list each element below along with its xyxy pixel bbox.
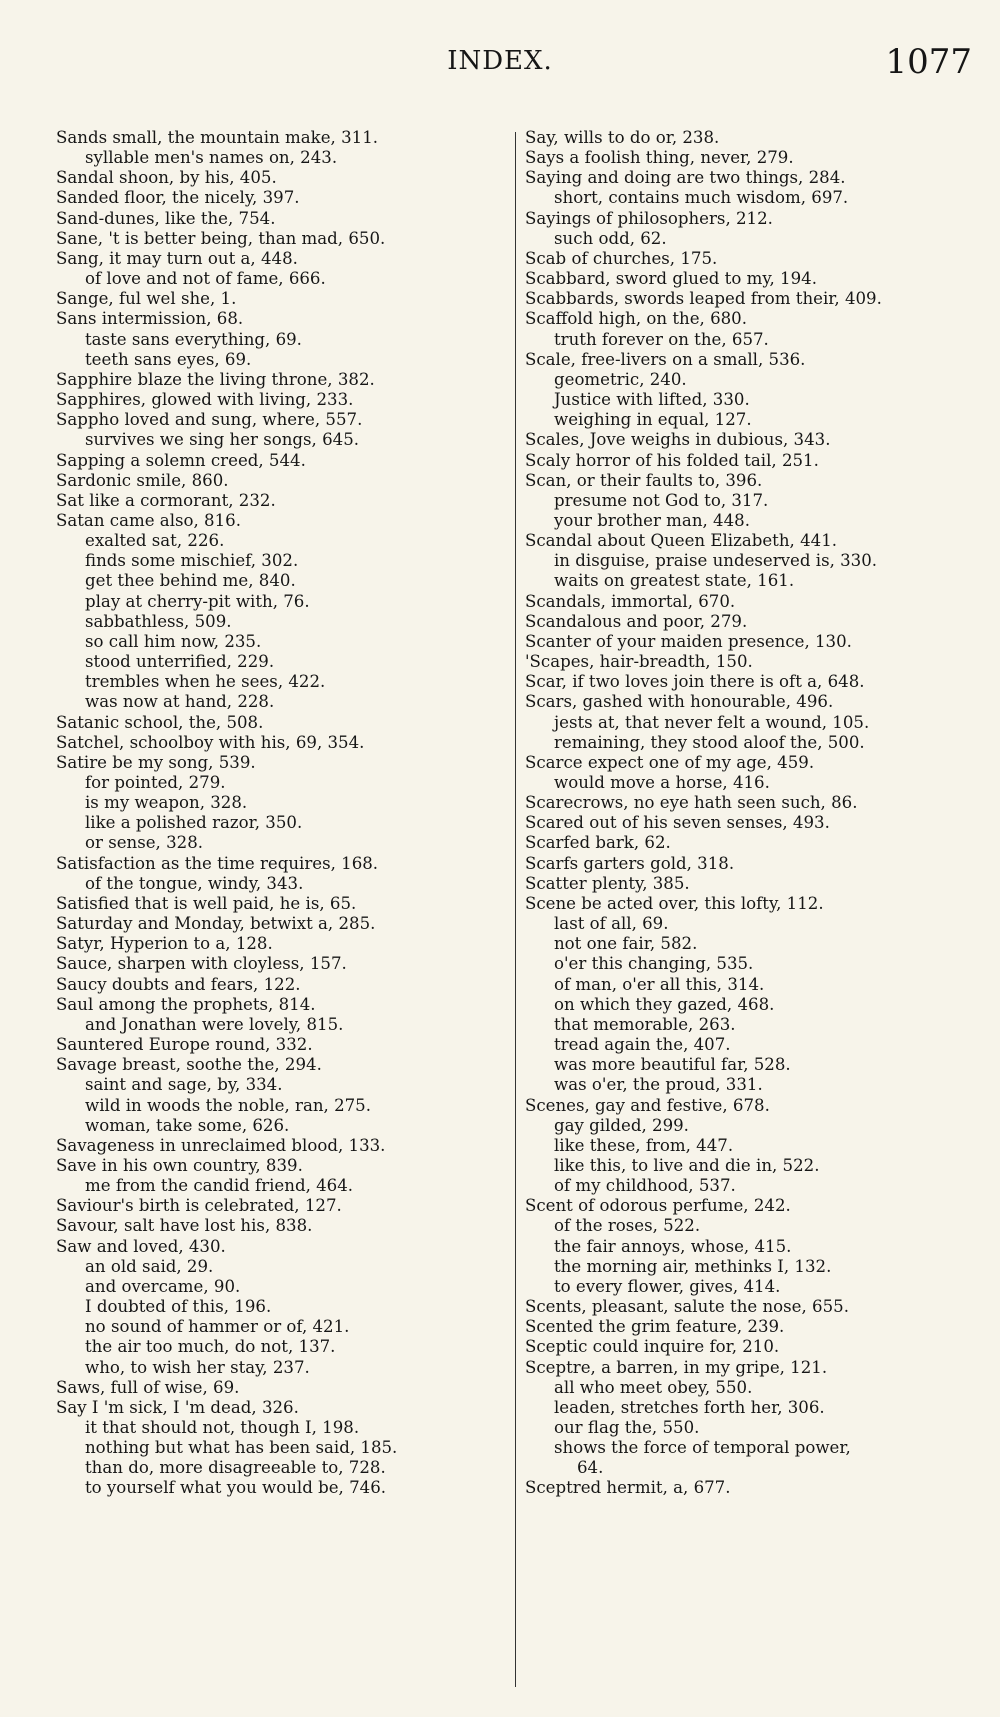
index-subentry: syllable men's names on, 243. (85, 148, 338, 168)
index-subentry: it that should not, though I, 198. (85, 1418, 360, 1437)
index-entry: Scar, if two loves join there is oft a, 648. (525, 672, 865, 692)
index-subentry: geometric, 240. (554, 369, 687, 389)
page-title: INDEX. (447, 46, 553, 76)
index-subentry: wild in woods the noble, ran, 275. (85, 1095, 372, 1115)
index-entry: Satisfaction as the time requires, 168. (56, 853, 379, 873)
index-entry: Sceptic could inquire for, 210. (525, 1337, 780, 1357)
index-subentry: and overcame, 90. (85, 1276, 241, 1296)
index-entry: Satanic school, the, 508. (56, 712, 264, 732)
index-subentry: nothing but what has been said, 185. (85, 1438, 398, 1458)
index-entry: Sans intermission, 68. (56, 309, 244, 329)
index-entry: Sanded floor, the nicely, 397. (56, 188, 300, 208)
index-entry: Sapphires, glowed with living, 233. (56, 390, 354, 410)
index-subentry: sabbathless, 509. (85, 611, 232, 631)
index-entry: Scandal about Queen Elizabeth, 441. (525, 531, 838, 551)
index-entry: Scenes, gay and festive, 678. (525, 1095, 770, 1115)
index-subentry: Justice with lifted, 330. (554, 390, 750, 410)
index-subentry: in disguise, praise undeserved is, 330. (554, 551, 878, 571)
index-entry: Saw and loved, 430. (56, 1236, 226, 1256)
index-subentry: of the tongue, windy, 343. (85, 873, 304, 893)
index-subentry: remaining, they stood aloof the, 500. (554, 732, 865, 752)
index-subentry: play at cherry-pit with, 76. (85, 591, 310, 611)
index-entry: Sapphire blaze the living throne, 382. (56, 369, 375, 389)
index-subentry: the fair annoys, whose, 415. (554, 1236, 792, 1256)
index-entry: Sauce, sharpen with cloyless, 157. (56, 954, 347, 974)
index-entry: Sange, ful wel she, 1. (56, 289, 237, 309)
index-entry: Scandals, immortal, 670. (525, 591, 736, 611)
index-entry: Scars, gashed with honourable, 496. (525, 692, 834, 712)
index-entry: Scab of churches, 175. (525, 248, 718, 268)
index-subentry: like a polished razor, 350. (85, 813, 303, 833)
index-subentry: leaden, stretches forth her, 306. (554, 1397, 825, 1417)
index-entry: Scanter of your maiden presence, 130. (525, 631, 852, 651)
index-subentry: me from the candid friend, 464. (85, 1176, 354, 1196)
index-subentry: such odd, 62. (554, 228, 667, 248)
index-entry: Scabbards, swords leaped from their, 409. (525, 289, 882, 309)
index-subentry: of the roses, 522. (554, 1216, 701, 1236)
index-subentry: your brother man, 448. (554, 510, 750, 530)
index-entry: Scene be acted over, this lofty, 112. (525, 893, 824, 913)
index-subentry: I doubted of this, 196. (85, 1297, 272, 1317)
index-column-left (56, 128, 504, 1499)
index-entry: Sappho loved and sung, where, 557. (56, 410, 363, 430)
index-entry: Scatter plenty, 385. (525, 873, 690, 893)
index-entry: Savageness in unreclaimed blood, 133. (56, 1135, 386, 1155)
index-subentry: not one fair, 582. (554, 934, 698, 954)
index-entry: Say I 'm sick, I 'm dead, 326. (56, 1397, 299, 1417)
index-entry: Scarce expect one of my age, 459. (525, 752, 815, 772)
index-subentry: get thee behind me, 840. (85, 571, 296, 591)
index-entry: Says a foolish thing, never, 279. (525, 148, 794, 168)
index-entry: Satisfied that is well paid, he is, 65. (56, 893, 357, 913)
index-subentry: gay gilded, 299. (554, 1115, 689, 1135)
index-subentry: was now at hand, 228. (85, 692, 275, 712)
index-subentry: presume not God to, 317. (554, 490, 769, 510)
index-subentry: o'er this changing, 535. (554, 954, 754, 974)
index-subentry: teeth sans eyes, 69. (85, 349, 252, 369)
index-subentry: woman, take some, 626. (85, 1115, 290, 1135)
index-entry: Satan came also, 816. (56, 510, 242, 530)
index-entry: Sands small, the mountain make, 311. (56, 128, 379, 147)
index-subentry: truth forever on the, 657. (554, 329, 769, 349)
index-entry: Sceptred hermit, a, 677. (525, 1478, 731, 1498)
index-entry: Sceptre, a barren, in my gripe, 121. (525, 1357, 828, 1377)
index-subentry: an old said, 29. (85, 1256, 214, 1276)
index-subentry: on which they gazed, 468. (554, 994, 775, 1014)
page-number: 1077 (885, 42, 972, 82)
index-entry: Scarfs garters gold, 318. (525, 853, 735, 873)
index-subentry: the morning air, methinks I, 132. (554, 1256, 832, 1276)
index-subentry: of my childhood, 537. (554, 1176, 736, 1196)
index-entry: Satchel, schoolboy with his, 69, 354. (56, 732, 365, 752)
index-subentry: last of all, 69. (554, 914, 669, 934)
index-entry: Sat like a cormorant, 232. (56, 490, 276, 510)
index-entry: Savour, salt have lost his, 838. (56, 1216, 313, 1236)
index-entry: Saturday and Monday, betwixt a, 285. (56, 914, 376, 934)
index-subentry: all who meet obey, 550. (554, 1377, 753, 1397)
index-subentry: was more beautiful far, 528. (554, 1055, 791, 1075)
index-entry: Sayings of philosophers, 212. (525, 208, 773, 228)
index-subentry: than do, more disagreeable to, 728. (85, 1458, 386, 1478)
index-subentry: no sound of hammer or of, 421. (85, 1317, 350, 1337)
index-column-right (525, 128, 975, 1499)
index-subentry: or sense, 328. (85, 833, 204, 853)
page-header (0, 42, 1000, 86)
index-entry: Scandalous and poor, 279. (525, 611, 748, 631)
index-entry: Saying and doing are two things, 284. (525, 168, 846, 188)
index-entry: Saviour's birth is celebrated, 127. (56, 1196, 342, 1216)
index-entry: Scent of odorous perfume, 242. (525, 1196, 791, 1216)
index-subentry: was o'er, the proud, 331. (554, 1075, 763, 1095)
index-entry: Satyr, Hyperion to a, 128. (56, 934, 273, 954)
index-entry: Scarfed bark, 62. (525, 833, 671, 853)
index-entry: Scented the grim feature, 239. (525, 1317, 785, 1337)
index-subentry: taste sans everything, 69. (85, 329, 302, 349)
index-subentry: short, contains much wisdom, 697. (554, 188, 849, 208)
index-subentry: would move a horse, 416. (554, 773, 770, 792)
index-entry: Saul among the prophets, 814. (56, 994, 316, 1014)
index-entry: Scents, pleasant, salute the nose, 655. (525, 1297, 849, 1317)
index-subentry: like this, to live and die in, 522. (554, 1155, 820, 1175)
index-entry: Saws, full of wise, 69. (56, 1377, 240, 1397)
index-subentry: jests at, that never felt a wound, 105. (554, 712, 870, 732)
index-entry: Scarecrows, no eye hath seen such, 86. (525, 793, 858, 813)
index-entry: Scales, Jove weighs in dubious, 343. (525, 430, 831, 450)
index-entry: Scared out of his seven senses, 493. (525, 813, 830, 833)
index-subentry: of love and not of fame, 666. (85, 269, 326, 289)
index-entry: Saucy doubts and fears, 122. (56, 974, 301, 994)
index-entry: Scaly horror of his folded tail, 251. (525, 450, 819, 470)
index-entry: Sane, 't is better being, than mad, 650. (56, 228, 386, 248)
index-subentry: trembles when he sees, 422. (85, 672, 326, 692)
index-subentry: so call him now, 235. (85, 631, 262, 651)
index-subentry: is my weapon, 328. (85, 793, 248, 813)
index-subentry: survives we sing her songs, 645. (85, 430, 360, 450)
index-subentry: and Jonathan were lovely, 815. (85, 1014, 344, 1034)
index-entry: Scan, or their faults to, 396. (525, 470, 763, 490)
index-subentry: saint and sage, by, 334. (85, 1075, 283, 1095)
index-entry: Scale, free-livers on a small, 536. (525, 349, 806, 369)
index-subentry: stood unterrified, 229. (85, 652, 275, 672)
index-subentry: to every flower, gives, 414. (554, 1276, 781, 1296)
index-entry: Sardonic smile, 860. (56, 470, 229, 490)
index-entry: Scaffold high, on the, 680. (525, 309, 748, 329)
index-entry: Scabbard, sword glued to my, 194. (525, 269, 818, 289)
index-subentry: waits on greatest state, 161. (554, 571, 795, 591)
index-entry: Sauntered Europe round, 332. (56, 1035, 313, 1055)
index-entry: Sang, it may turn out a, 448. (56, 248, 298, 268)
index-subentry: tread again the, 407. (554, 1035, 731, 1055)
index-entry: 'Scapes, hair-breadth, 150. (525, 652, 753, 672)
index-subentry: finds some mischief, 302. (85, 551, 299, 571)
index-subentry: like these, from, 447. (554, 1135, 734, 1155)
index-subentry: exalted sat, 226. (85, 531, 225, 551)
index-entry: Satire be my song, 539. (56, 752, 256, 772)
index-subentry: that memorable, 263. (554, 1014, 736, 1034)
index-subentry: for pointed, 279. (85, 773, 226, 792)
index-subentry: 64. (577, 1458, 604, 1478)
index-subentry: who, to wish her stay, 237. (85, 1357, 310, 1377)
index-entry: Sand-dunes, like the, 754. (56, 208, 276, 228)
index-subentry: shows the force of temporal power, (554, 1438, 851, 1458)
index-subentry: to yourself what you would be, 746. (85, 1478, 387, 1498)
index-subentry: our flag the, 550. (554, 1418, 700, 1437)
index-subentry: the air too much, do not, 137. (85, 1337, 336, 1357)
column-divider (515, 132, 516, 1687)
index-subentry: weighing in equal, 127. (554, 410, 752, 430)
index-entry: Sandal shoon, by his, 405. (56, 168, 277, 188)
index-entry: Say, wills to do or, 238. (525, 128, 720, 147)
index-entry: Save in his own country, 839. (56, 1155, 303, 1175)
index-subentry: of man, o'er all this, 314. (554, 974, 765, 994)
index-entry: Savage breast, soothe the, 294. (56, 1055, 322, 1075)
index-entry: Sapping a solemn creed, 544. (56, 450, 306, 470)
